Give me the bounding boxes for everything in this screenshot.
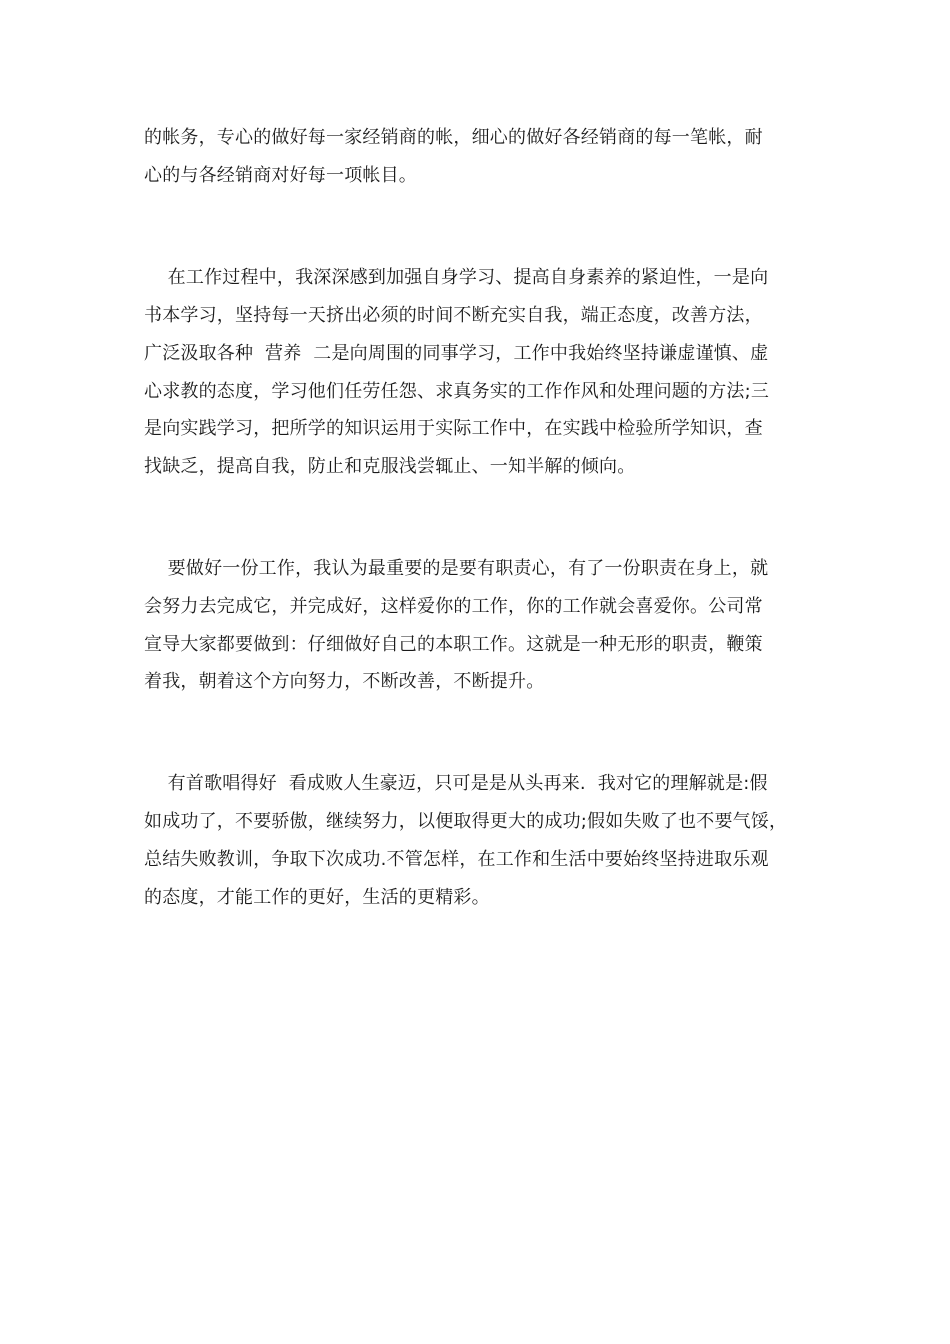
paragraph-4-line-4: 的态度，才能工作的更好，生活的更精彩。 — [144, 887, 490, 908]
paragraph-2-line-2: 书本学习，坚持每一天挤出必须的时间不断充实自我，端正态度，改善方法， — [144, 305, 763, 326]
paragraph-3-line-1: 要做好一份工作，我认为最重要的是要有职责心，有了一份职责在身上，就 — [144, 558, 769, 579]
paragraph-2-line-6: 找缺乏，提高自我，防止和克服浅尝辄止、一知半解的倾向。 — [144, 456, 636, 477]
paragraph-2-line-3: 广泛汲取各种 营养 二是向周围的同事学习，工作中我始终坚持谦虚谨慎、虚 — [144, 343, 769, 364]
paragraph-1-line-1: 的帐务，专心的做好每一家经销商的帐，细心的做好各经销商的每一笔帐，耐 — [144, 127, 763, 148]
paragraph-3-line-3: 宣导大家都要做到：仔细做好自己的本职工作。这就是一种无形的职责，鞭策 — [144, 634, 763, 655]
paragraph-1-line-2: 心的与各经销商对好每一项帐目。 — [144, 165, 417, 186]
paragraph-4-line-2: 如成功了，不要骄傲，继续努力，以便取得更大的成功;假如失败了也不要气馁， — [144, 811, 788, 832]
paragraph-4-line-3: 总结失败教训，争取下次成功.不管怎样，在工作和生活中要始终坚持进取乐观 — [144, 849, 769, 870]
paragraph-2-line-5: 是向实践学习，把所学的知识运用于实际工作中，在实践中检验所学知识，查 — [144, 418, 763, 439]
paragraph-2-line-1: 在工作过程中，我深深感到加强自身学习、提高自身素养的紧迫性，一是向 — [144, 267, 769, 288]
paragraph-3-line-2: 会努力去完成它，并完成好，这样爱你的工作，你的工作就会喜爱你。公司常 — [144, 596, 763, 617]
paragraph-3-line-4: 着我，朝着这个方向努力，不断改善，不断提升。 — [144, 671, 545, 692]
paragraph-2-line-4: 心求教的态度，学习他们任劳任怨、求真务实的工作作风和处理问题的方法;三 — [144, 381, 770, 402]
paragraph-4-line-1: 有首歌唱得好 看成败人生豪迈，只可是是从头再来. 我对它的理解就是:假 — [144, 773, 768, 794]
